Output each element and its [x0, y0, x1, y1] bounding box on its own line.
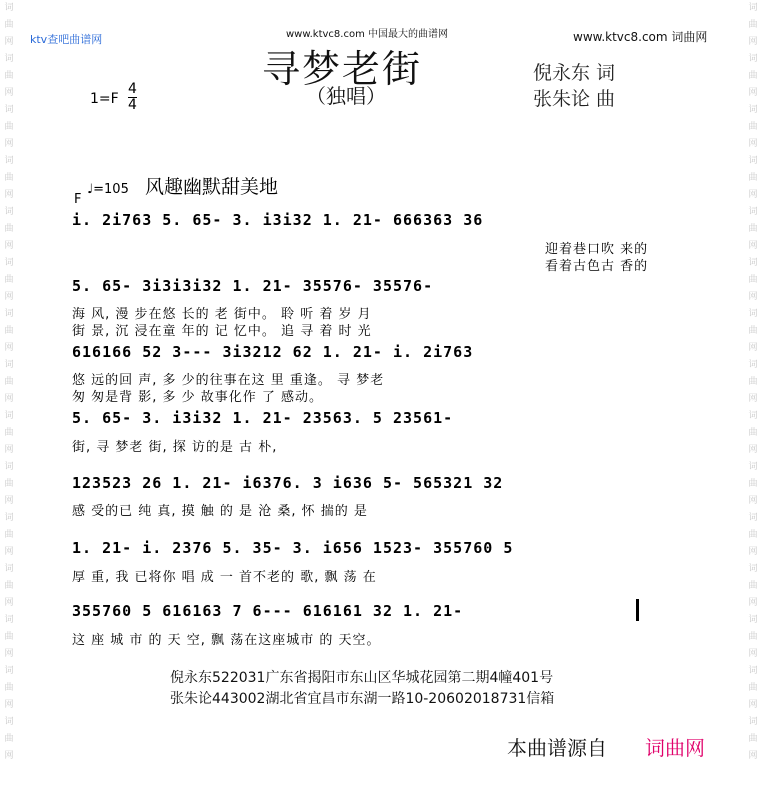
score-row-7-notes: 355760 5 616163 7 6--- 616161 32 1. 21- [72, 602, 464, 620]
watermark-char: 词 [748, 462, 758, 472]
score-row-6-notes: 1. 21- i. 2376 5. 35- 3. i656 1523- 355760 5 [72, 539, 514, 557]
score-row-5-notes: 123523 26 1. 21- i6376. 3 i636 5- 565321 32 [72, 474, 504, 492]
watermark-char: 曲 [4, 20, 14, 30]
song-title: 寻梦老街 [262, 47, 423, 91]
watermark-char: 词 [748, 54, 758, 64]
watermark-char: 网 [748, 445, 758, 455]
watermark-char: 网 [748, 700, 758, 710]
final-barline [636, 599, 639, 621]
watermark-char: 曲 [748, 479, 758, 489]
score-row-3-lyric-a: 悠 远的回 声, 多 少的往事在这 里 重逢。 寻 梦老 [72, 373, 385, 388]
watermark-char: 网 [4, 292, 14, 302]
score-row-1-lyric-b: 看着古色古 香的 [545, 259, 649, 274]
source-label: 本曲谱源自 [507, 736, 607, 760]
watermark-char: 词 [4, 666, 14, 676]
watermark-char: 曲 [4, 275, 14, 285]
watermark-char: 词 [4, 717, 14, 727]
watermark-char: 曲 [4, 428, 14, 438]
watermark-char: 网 [4, 394, 14, 404]
watermark-char: 网 [748, 496, 758, 506]
score-row-1-lyric-a: 迎着巷口吹 来的 [545, 242, 649, 257]
time-signature [128, 82, 137, 113]
watermark-char: 曲 [4, 224, 14, 234]
watermark-char: 曲 [4, 377, 14, 387]
watermark-char: 词 [4, 207, 14, 217]
watermark-char: 网 [748, 649, 758, 659]
watermark-char: 网 [748, 394, 758, 404]
composer-credit: 张朱论 曲 [533, 88, 616, 110]
watermark-char: 网 [748, 241, 758, 251]
watermark-char: 网 [748, 292, 758, 302]
watermark-char: 曲 [4, 632, 14, 642]
watermark-char: 曲 [748, 224, 758, 234]
time-bottom: 4 [128, 97, 137, 113]
score-row-2-lyric-a: 海 风, 漫 步在悠 长的 老 街中。 聆 听 着 岁 月 [72, 307, 372, 322]
time-top: 4 [128, 81, 137, 97]
watermark-char: 曲 [748, 734, 758, 744]
watermark-char: 网 [748, 37, 758, 47]
watermark-char: 词 [748, 411, 758, 421]
watermark-char: 网 [4, 445, 14, 455]
score-row-3-notes: 616166 52 3--- 3i3212 62 1. 21- i. 2i763 [72, 343, 474, 361]
watermark-char: 网 [4, 139, 14, 149]
watermark-char: 网 [748, 88, 758, 98]
watermark-char: 曲 [4, 122, 14, 132]
watermark-char: 词 [748, 717, 758, 727]
watermark-char: 词 [748, 105, 758, 115]
watermark-char: 词 [4, 309, 14, 319]
watermark-char: 词 [4, 564, 14, 574]
lyricist-address: 倪永东522031广东省揭阳市东山区华城花园第二期4幢401号 [170, 670, 554, 686]
watermark-char: 网 [4, 547, 14, 557]
watermark-char: 网 [748, 190, 758, 200]
watermark-char: 曲 [4, 71, 14, 81]
watermark-char: 曲 [748, 428, 758, 438]
watermark-char: 曲 [748, 581, 758, 591]
watermark-char: 网 [4, 700, 14, 710]
watermark-char: 词 [748, 207, 758, 217]
score-row-4-notes: 5. 65- 3. i3i32 1. 21- 23563. 5 23561- [72, 409, 454, 427]
score-row-5-lyric: 感 受的已 纯 真, 摸 触 的 是 沧 桑, 怀 揣的 是 [72, 504, 368, 519]
watermark-char: 词 [4, 54, 14, 64]
expression-marking: 风趣幽默甜美地 [145, 176, 279, 198]
watermark-char: 词 [748, 3, 758, 13]
watermark-char: 曲 [748, 377, 758, 387]
watermark-char: 词 [748, 258, 758, 268]
watermark-char: 网 [748, 547, 758, 557]
watermark-char: 词 [748, 666, 758, 676]
watermark-char: 词 [4, 462, 14, 472]
watermark-char: 词 [748, 564, 758, 574]
watermark-char: 曲 [748, 71, 758, 81]
watermark-char: 曲 [748, 632, 758, 642]
watermark-char: 词 [4, 360, 14, 370]
watermark-char: 曲 [748, 275, 758, 285]
watermark-char: 网 [4, 241, 14, 251]
quarter-note-icon: ♩ [87, 182, 94, 197]
right-edge-watermark [746, 0, 760, 785]
watermark-char: 曲 [4, 734, 14, 744]
lyricist-credit: 倪永东 词 [533, 62, 616, 84]
watermark-char: 网 [4, 190, 14, 200]
watermark-char: 词 [748, 309, 758, 319]
watermark-char: 网 [748, 343, 758, 353]
watermark-char: 曲 [748, 20, 758, 30]
watermark-char: 词 [748, 156, 758, 166]
watermark-char: 网 [4, 649, 14, 659]
watermark-char: 网 [4, 598, 14, 608]
watermark-char: 网 [4, 751, 14, 761]
watermark-char: 曲 [4, 581, 14, 591]
tempo-value: =105 [93, 182, 129, 197]
watermark-char: 词 [4, 615, 14, 625]
tempo-marking [87, 182, 129, 197]
watermark-char: 网 [4, 343, 14, 353]
watermark-char: 词 [748, 513, 758, 523]
watermark-char: 曲 [748, 530, 758, 540]
watermark-char: 曲 [748, 122, 758, 132]
key-signature: 1=F [90, 91, 119, 107]
watermark-char: 曲 [4, 683, 14, 693]
watermark-char: 网 [748, 598, 758, 608]
watermark-char: 词 [4, 3, 14, 13]
watermark-char: 词 [4, 105, 14, 115]
score-row-4-lyric: 街, 寻 梦老 街, 探 访的是 古 朴, [72, 440, 278, 455]
score-row-6-lyric: 厚 重, 我 已将你 唱 成 一 首不老的 歌, 飘 荡 在 [72, 570, 377, 585]
watermark-char: 网 [4, 37, 14, 47]
watermark-char: 曲 [4, 530, 14, 540]
watermark-char: 曲 [4, 173, 14, 183]
left-site-link[interactable]: ktv查吧曲谱网 [30, 33, 103, 46]
right-site-link[interactable]: www.ktvc8.com 词曲网 [573, 30, 708, 44]
score-row-7-lyric: 这 座 城 市 的 天 空, 飘 荡在这座城市 的 天空。 [72, 633, 381, 648]
watermark-char: 词 [4, 258, 14, 268]
source-site-link[interactable]: 词曲网 [645, 736, 705, 760]
watermark-char: 网 [748, 751, 758, 761]
watermark-char: 词 [748, 360, 758, 370]
watermark-char: 词 [748, 615, 758, 625]
score-row-3-lyric-b: 匆 匆是背 影, 多 少 故事化作 了 感动。 [72, 390, 324, 405]
watermark-char: 网 [4, 496, 14, 506]
watermark-char: 词 [4, 411, 14, 421]
watermark-char: 曲 [748, 326, 758, 336]
watermark-char: 网 [4, 88, 14, 98]
watermark-char: 词 [4, 513, 14, 523]
watermark-char: 曲 [4, 479, 14, 489]
center-site-link[interactable]: www.ktvc8.com 中国最大的曲谱网 [286, 29, 449, 40]
score-row-2-lyric-b: 街 景, 沉 浸在童 年的 记 忆中。 追 寻 着 时 光 [72, 324, 372, 339]
watermark-char: 曲 [4, 326, 14, 336]
song-subtitle: （独唱） [306, 84, 386, 108]
score-row-2-notes: 5. 65- 3i3i3i32 1. 21- 35576- 35576- [72, 277, 434, 295]
watermark-char: 曲 [748, 683, 758, 693]
watermark-char: 词 [4, 156, 14, 166]
watermark-char: 网 [748, 139, 758, 149]
watermark-char: 曲 [748, 173, 758, 183]
composer-address: 张朱论443002湖北省宜昌市东湖一路10-20602018731信箱 [170, 691, 555, 707]
score-row-1-notes: i. 2i763 5. 65- 3. i3i32 1. 21- 666363 36 [72, 211, 484, 229]
tempo-letter: F [74, 192, 82, 207]
left-edge-watermark [2, 0, 16, 785]
